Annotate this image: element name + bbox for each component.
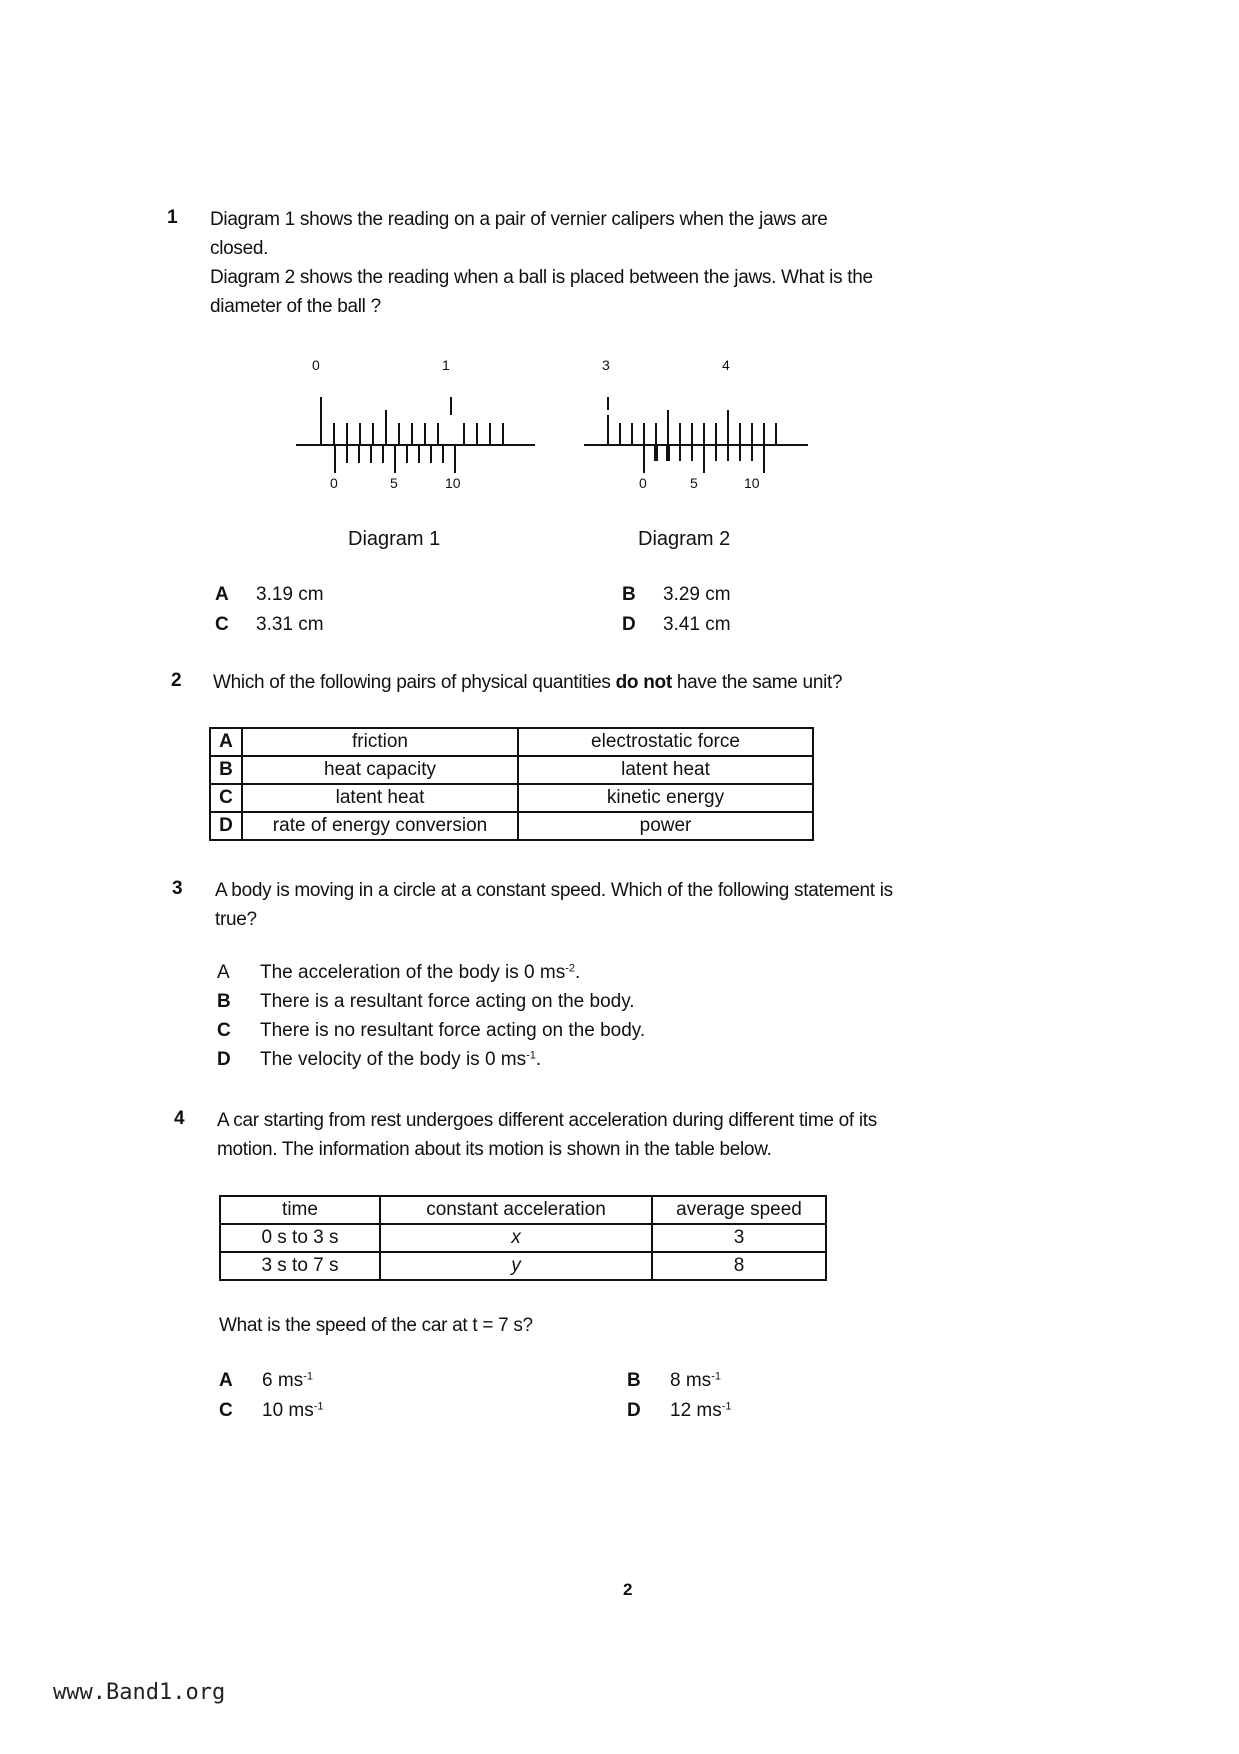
table-cell: kinetic energy <box>518 784 813 812</box>
question-text-line: A body is moving in a circle at a constant speed. Which of the following statement is <box>215 880 893 901</box>
vernier-scale-label: 10 <box>744 475 760 491</box>
table-header: time <box>220 1196 380 1224</box>
diagram-1-caption: Diagram 1 <box>348 528 441 550</box>
table-row <box>220 1252 826 1280</box>
question-text-line: true? <box>215 909 257 930</box>
option-superscript: -1 <box>711 1370 721 1383</box>
option-text: 8 ms <box>670 1370 712 1391</box>
page-number: 2 <box>623 1580 633 1599</box>
option-superscript: -1 <box>313 1400 324 1413</box>
table-row <box>220 1224 826 1252</box>
option-letter: C <box>215 614 229 635</box>
option-c[interactable] <box>217 1020 645 1049</box>
option-text: The velocity of the body is 0 ms <box>260 1049 527 1070</box>
row-letter: A <box>210 728 242 756</box>
sub-question: What is the speed of the car at t = 7 s? <box>219 1315 533 1336</box>
question-text <box>213 668 1033 697</box>
option-d[interactable] <box>217 1049 645 1078</box>
question-number: 4 <box>174 1108 185 1129</box>
main-scale-label: 4 <box>722 357 730 373</box>
main-scale-label: 3 <box>602 357 610 373</box>
table-cell: electrostatic force <box>518 728 813 756</box>
question-text-line: diameter of the ball ? <box>210 296 381 317</box>
table-row <box>210 756 813 784</box>
main-scale-label: 0 <box>312 357 320 373</box>
table-cell: 3 <box>652 1224 826 1252</box>
option-letter: A <box>217 962 230 983</box>
table-header: constant acceleration <box>380 1196 652 1224</box>
option-text: 6 ms <box>262 1370 304 1391</box>
answer-table <box>209 727 814 841</box>
row-letter: C <box>210 784 242 812</box>
row-letter: B <box>210 756 242 784</box>
question-number: 2 <box>171 670 182 691</box>
option-text: . <box>535 1049 542 1070</box>
option-letter: D <box>622 614 636 635</box>
question-text-part: Which of the following pairs of physical quantities <box>213 672 616 693</box>
option-letter: B <box>622 584 636 605</box>
table-cell: rate of energy conversion <box>242 812 518 840</box>
footer-link[interactable]: www.Band1.org <box>53 1680 226 1705</box>
question-number: 3 <box>172 878 183 899</box>
question-text-line: motion. The information about its motion is shown in the table below. <box>217 1139 772 1160</box>
option-c[interactable] <box>219 1400 324 1422</box>
vernier-scale-label: 0 <box>330 475 338 491</box>
vernier-scale-label: 5 <box>690 475 698 491</box>
question-text-line: A car starting from rest undergoes different acceleration during different time of its <box>217 1110 877 1131</box>
option-text: There is a resultant force acting on the body. <box>260 991 635 1012</box>
option-letter: B <box>627 1370 641 1391</box>
option-a[interactable] <box>219 1370 313 1392</box>
table-row <box>210 812 813 840</box>
option-letter: B <box>217 991 231 1012</box>
option-superscript: -1 <box>303 1370 313 1383</box>
question-text-line: Diagram 1 shows the reading on a pair of vernier calipers when the jaws are <box>210 209 828 230</box>
option-superscript: -1 <box>526 1049 536 1062</box>
table-row <box>210 784 813 812</box>
option-letter: A <box>219 1370 233 1391</box>
question-text <box>215 876 1045 934</box>
vernier-scale-graphic <box>290 355 550 495</box>
question-number: 1 <box>167 207 178 228</box>
question-text <box>210 205 1030 321</box>
table-cell: 0 s to 3 s <box>220 1224 380 1252</box>
row-letter: D <box>210 812 242 840</box>
option-text: 10 ms <box>262 1400 314 1421</box>
option-list <box>217 962 645 1078</box>
table-cell: latent heat <box>242 784 518 812</box>
option-superscript: -1 <box>721 1400 732 1413</box>
option-d[interactable] <box>627 1400 732 1422</box>
diagram-2-caption: Diagram 2 <box>638 528 731 550</box>
option-a[interactable] <box>217 962 645 991</box>
option-b[interactable]: 3.29 cm <box>663 584 731 605</box>
vernier-diagram-2 <box>580 355 830 495</box>
vernier-scale-label: 5 <box>390 475 398 491</box>
question-text-emphasis: do not <box>615 672 672 693</box>
vernier-scale-label: 0 <box>639 475 647 491</box>
table-cell: friction <box>242 728 518 756</box>
option-a[interactable]: 3.19 cm <box>256 584 324 605</box>
option-text: There is no resultant force acting on the body. <box>260 1020 646 1041</box>
question-text-line: closed. <box>210 238 269 259</box>
table-cell: latent heat <box>518 756 813 784</box>
table-header: average speed <box>652 1196 826 1224</box>
table-cell: y <box>380 1252 652 1280</box>
option-letter: C <box>217 1020 231 1041</box>
option-b[interactable] <box>217 991 645 1020</box>
table-row <box>210 728 813 756</box>
option-letter: A <box>215 584 229 605</box>
question-text-line: Diagram 2 shows the reading when a ball is placed between the jaws. What is the <box>210 267 873 288</box>
table-cell: heat capacity <box>242 756 518 784</box>
option-c[interactable]: 3.31 cm <box>256 614 324 635</box>
option-letter: C <box>219 1400 233 1421</box>
vernier-scale-graphic <box>580 355 830 495</box>
table-cell: power <box>518 812 813 840</box>
option-b[interactable] <box>627 1370 721 1392</box>
question-text-part: have the same unit? <box>671 672 843 693</box>
table-cell: 3 s to 7 s <box>220 1252 380 1280</box>
vernier-diagram-1 <box>290 355 550 495</box>
option-text: The acceleration of the body is 0 ms <box>260 962 566 983</box>
table-header-row <box>220 1196 826 1224</box>
option-text: . <box>575 962 581 983</box>
option-letter: D <box>217 1049 231 1070</box>
option-text: 12 ms <box>670 1400 722 1421</box>
option-superscript: -2 <box>565 962 575 975</box>
option-d[interactable]: 3.41 cm <box>663 614 731 635</box>
motion-table <box>219 1195 827 1281</box>
option-letter: D <box>627 1400 641 1421</box>
vernier-scale-label: 10 <box>445 475 461 491</box>
table-cell: 8 <box>652 1252 826 1280</box>
table-cell: x <box>380 1224 652 1252</box>
main-scale-label: 1 <box>442 357 450 373</box>
question-text <box>217 1106 1047 1164</box>
